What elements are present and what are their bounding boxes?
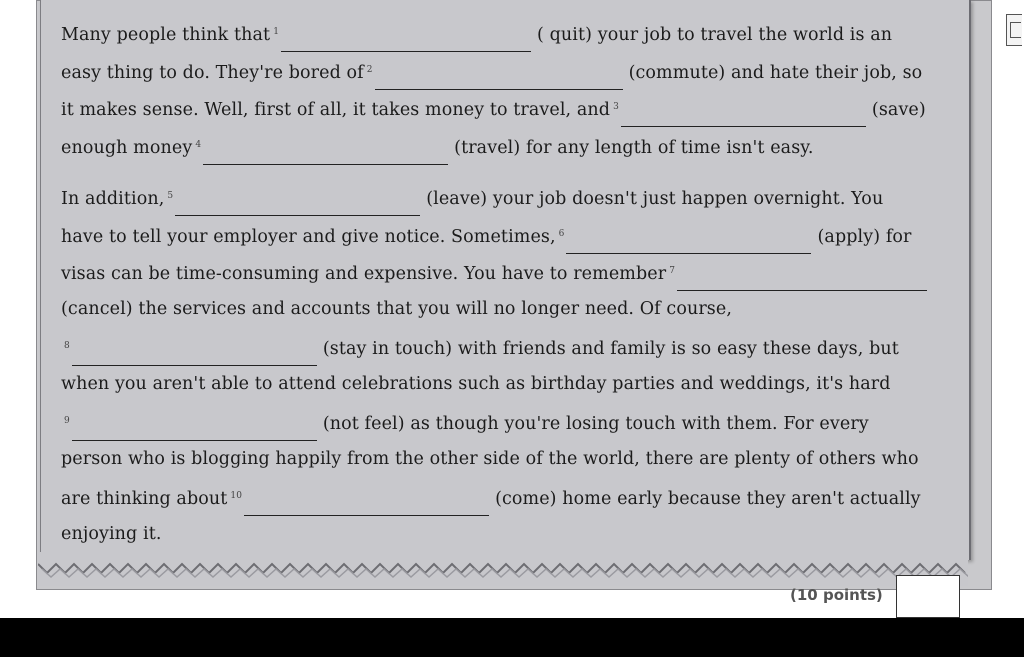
answer-blank-3[interactable]	[621, 102, 866, 127]
text-line: enough money $^4$ (travel) for any length of time isn't easy.	[61, 129, 951, 167]
answer-blank-6[interactable]	[566, 229, 811, 254]
answer-blank-7[interactable]	[677, 266, 927, 291]
torn-edge	[38, 552, 968, 586]
answer-blank-5[interactable]	[175, 191, 420, 216]
text-line: when you aren't able to attend celebrations such as birthday parties and weddings, it's hard	[61, 373, 891, 394]
text-line: $^8$ (stay in touch) with friends and family is so easy these days, but	[61, 330, 951, 368]
text-line: have to tell your employer and give notice. Sometimes, $^6$ (apply) for	[61, 218, 951, 256]
text-line: are thinking about $^{10}$ (come) home early because they aren't actually	[61, 480, 951, 518]
text-line: person who is blogging happily from the other side of the world, there are plenty of others who	[61, 448, 919, 469]
text-line: In addition, $^5$ (leave) your job doesn't just happen overnight. You	[61, 180, 951, 218]
answer-blank-2[interactable]	[375, 65, 623, 90]
answer-blank-1[interactable]	[281, 27, 531, 52]
text-line: it makes sense. Well, first of all, it takes money to travel, and $^3$ (save)	[61, 91, 951, 129]
page-tab-icon[interactable]	[1006, 14, 1022, 46]
answer-blank-8[interactable]	[72, 341, 317, 366]
exercise-text	[61, 16, 951, 555]
answer-blank-4[interactable]	[203, 140, 448, 165]
points-label: (10 points)	[790, 586, 883, 604]
text-line: $^9$ (not feel) as though you're losing touch with them. For every	[61, 405, 951, 443]
text-line: visas can be time-consuming and expensive. You have to remember $^7$	[61, 255, 951, 293]
bottom-bar	[0, 618, 1024, 657]
score-box[interactable]	[896, 575, 960, 618]
text-line: Many people think that $^1$ ( quit) your job to travel the world is an	[61, 16, 951, 54]
text-line: (cancel) the services and accounts that you will no longer need. Of course,	[61, 298, 732, 319]
answer-blank-10[interactable]	[244, 491, 489, 516]
answer-blank-9[interactable]	[72, 416, 317, 441]
text-line: easy thing to do. They're bored of $^2$ (commute) and hate their job, so	[61, 54, 951, 92]
text-line: enjoying it.	[61, 523, 162, 544]
